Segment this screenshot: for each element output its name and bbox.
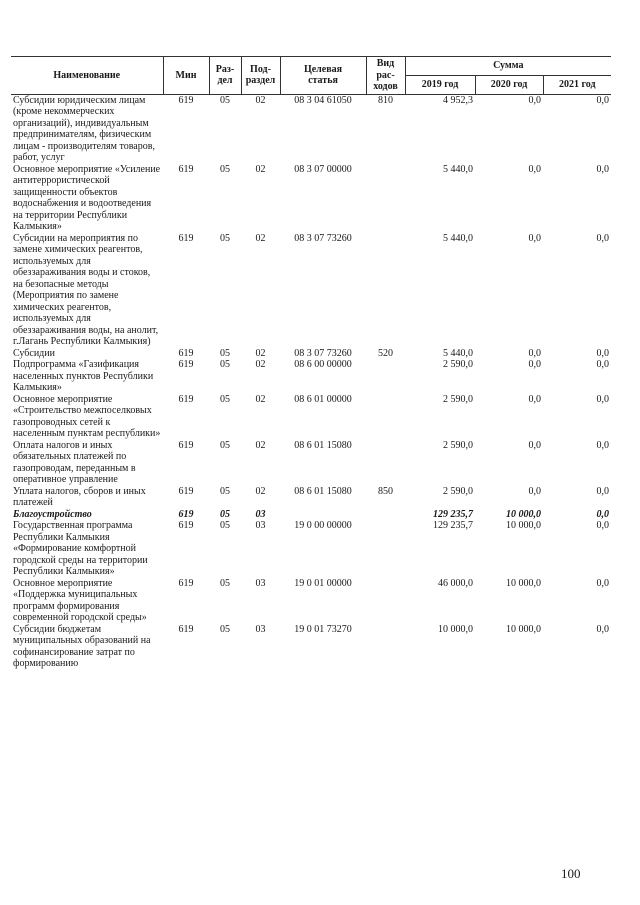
cell-2020: 0,0: [528, 347, 541, 359]
cell-2021: 0,0: [596, 359, 610, 370]
header-2019: 2019 год: [405, 75, 475, 94]
cell-2019: 5 440,0: [443, 232, 473, 244]
cell-name: Государственная программа Республики Калмыкия «Формирование комфортной городской среды на территории Республики Калмыкия»: [13, 520, 148, 577]
cell-min: 619: [178, 393, 194, 405]
header-statya: Целевая статья: [280, 57, 366, 95]
table-row: [11, 440, 611, 486]
cell-statya: 08 6 01 15080: [294, 439, 352, 451]
page-number: 100: [561, 866, 581, 881]
cell-2019: 5 440,0: [443, 347, 473, 359]
cell-2020: 10 000,0: [506, 577, 541, 589]
cell-2021: 0,0: [596, 163, 610, 175]
table-row: [11, 578, 611, 624]
table-row: [11, 394, 611, 440]
cell-name: Подпрограмма «Газификация населенных пунктов Республики Калмыкия»: [13, 359, 154, 393]
cell-2020: 0,0: [528, 94, 541, 106]
cell-name: Уплата налогов, сборов и иных платежей: [13, 485, 146, 508]
cell-name: Основное мероприятие «Поддержка муниципальных программ формирования современной городской среды»: [13, 577, 147, 623]
cell-statya: 08 3 07 73260: [294, 232, 352, 244]
cell-2020: 0,0: [528, 393, 541, 405]
cell-podrazdel: 02: [255, 359, 266, 370]
header-summa: Сумма: [405, 57, 611, 76]
cell-statya: 19 0 01 73270: [294, 623, 352, 635]
header-min: Мин: [163, 57, 209, 95]
cell-min: 619: [178, 577, 194, 589]
table-row: [11, 94, 611, 164]
cell-vid: [366, 359, 405, 394]
cell-statya: [280, 509, 366, 521]
cell-2019: 4 952,3: [443, 94, 473, 106]
cell-razdel: 05: [220, 393, 230, 405]
cell-podrazdel: 02: [255, 485, 266, 497]
cell-2021: 0,0: [596, 485, 610, 497]
cell-2021: 0,0: [596, 232, 610, 244]
header-name: Наименование: [11, 57, 163, 95]
cell-podrazdel: 02: [255, 347, 266, 359]
cell-2019: 46 000,0: [438, 577, 473, 589]
cell-min: 619: [178, 94, 194, 106]
cell-2019: 2 590,0: [443, 439, 473, 451]
cell-2020: 0,0: [528, 232, 541, 244]
cell-razdel: 05: [220, 359, 230, 370]
cell-2021: 0,0: [596, 347, 610, 359]
cell-podrazdel: 03: [255, 520, 266, 531]
cell-min: 619: [178, 232, 194, 244]
cell-vid: [366, 394, 405, 440]
cell-2020: 10 000,0: [506, 520, 541, 531]
cell-name: Основное мероприятие «Строительство межпоселковых газопроводных сетей к населенным пунктам республики»: [13, 393, 161, 439]
cell-name: Оплата налогов и иных обязательных платежей по газопроводам, переданным в оперативное управление: [13, 439, 136, 485]
cell-statya: 08 6 00 00000: [294, 359, 352, 370]
cell-vid: [366, 164, 405, 233]
cell-statya: 08 3 07 73260: [294, 347, 352, 359]
table-row: [11, 233, 611, 348]
cell-razdel: 05: [220, 508, 230, 520]
cell-min: 619: [178, 520, 194, 531]
cell-podrazdel: 03: [255, 508, 266, 520]
cell-min: 619: [178, 439, 194, 451]
cell-vid: 810: [378, 94, 393, 106]
cell-razdel: 05: [220, 577, 230, 589]
cell-statya: 08 3 04 61050: [294, 94, 352, 106]
cell-2019: 2 590,0: [443, 393, 473, 405]
cell-statya: 19 0 01 00000: [294, 577, 352, 589]
cell-2021: 0,0: [596, 393, 610, 405]
cell-razdel: 05: [220, 623, 230, 635]
cell-razdel: 05: [220, 439, 230, 451]
cell-statya: 08 3 07 00000: [294, 163, 352, 175]
cell-2019: 10 000,0: [438, 623, 473, 635]
cell-2020: 10 000,0: [506, 623, 541, 635]
cell-2019: 129 235,7: [433, 508, 473, 520]
cell-podrazdel: 02: [255, 94, 266, 106]
cell-name: Субсидии на мероприятия по замене химических реагентов, используемых для обеззараживания воды и стоков, на безопасные методы (Мероприятия по замене химических реагентов, используемых для обеззараживания воды, на анолит, г.Лагань Республики Калмыкия): [13, 232, 159, 347]
cell-2020: 0,0: [528, 163, 541, 175]
cell-vid: 850: [378, 485, 393, 497]
cell-name: Субсидии: [13, 347, 55, 359]
cell-2020: 10 000,0: [506, 508, 541, 520]
header-vid: Вид рас- ходов: [366, 57, 405, 95]
cell-2019: 129 235,7: [433, 520, 473, 531]
cell-2021: 0,0: [596, 623, 610, 635]
cell-min: 619: [178, 485, 194, 497]
cell-min: 619: [178, 347, 194, 359]
cell-statya: 08 6 01 15080: [294, 485, 352, 497]
table-row: [11, 520, 611, 578]
cell-statya: 08 6 01 00000: [294, 393, 352, 405]
cell-razdel: 05: [220, 163, 230, 175]
cell-min: 619: [178, 163, 194, 175]
table-row: [11, 486, 611, 509]
cell-podrazdel: 02: [255, 393, 266, 405]
table-row: [11, 509, 611, 521]
cell-2020: 0,0: [528, 439, 541, 451]
table-row: [11, 348, 611, 360]
cell-2021: 0,0: [596, 439, 610, 451]
cell-podrazdel: 02: [255, 163, 266, 175]
cell-vid: [366, 578, 405, 624]
table-row: [11, 359, 611, 394]
cell-razdel: 05: [220, 232, 230, 244]
cell-vid: [366, 233, 405, 348]
cell-razdel: 05: [220, 485, 230, 497]
cell-razdel: 05: [220, 94, 230, 106]
cell-podrazdel: 02: [255, 439, 266, 451]
cell-2021: 0,0: [596, 520, 610, 531]
cell-min: 619: [178, 508, 194, 520]
cell-name: Субсидии юридическим лицам (кроме некоммерческих организаций), индивидуальным предпринимателям, физическим лицам - производителям товаров, работ, услуг: [13, 94, 155, 163]
header-2021: 2021 год: [543, 75, 611, 94]
table-row: [11, 624, 611, 670]
cell-razdel: 05: [220, 520, 230, 531]
cell-2020: 0,0: [528, 359, 541, 370]
cell-vid: [366, 520, 405, 578]
cell-2019: 2 590,0: [443, 485, 473, 497]
cell-podrazdel: 03: [255, 623, 266, 635]
budget-table: [11, 56, 611, 670]
cell-vid: [366, 624, 405, 670]
table-row: [11, 164, 611, 233]
cell-name: Субсидии бюджетам муниципальных образований на софинансирование затрат по формированию: [13, 623, 151, 669]
cell-podrazdel: 03: [255, 577, 266, 589]
cell-2021: 0,0: [596, 577, 610, 589]
header-podrazdel: Под- раздел: [241, 57, 280, 95]
cell-vid: [366, 509, 405, 521]
cell-min: 619: [178, 359, 194, 370]
cell-2019: 5 440,0: [443, 163, 473, 175]
cell-2020: 0,0: [528, 485, 541, 497]
header-2020: 2020 год: [475, 75, 543, 94]
cell-name: Благоустройство: [13, 508, 92, 520]
cell-2021: 0,0: [596, 508, 610, 520]
cell-razdel: 05: [220, 347, 230, 359]
cell-2019: 2 590,0: [443, 359, 473, 370]
cell-podrazdel: 02: [255, 232, 266, 244]
cell-name: Основное мероприятие «Усиление антитеррористической защищенности объектов водоснабжения и водоотведения на территории Республики Калмыкия»: [13, 163, 161, 232]
cell-2021: 0,0: [596, 94, 610, 106]
cell-statya: 19 0 00 00000: [294, 520, 352, 531]
cell-min: 619: [178, 623, 194, 635]
cell-vid: [366, 440, 405, 486]
header-razdel: Раз- дел: [209, 57, 241, 95]
cell-vid: 520: [378, 347, 393, 359]
